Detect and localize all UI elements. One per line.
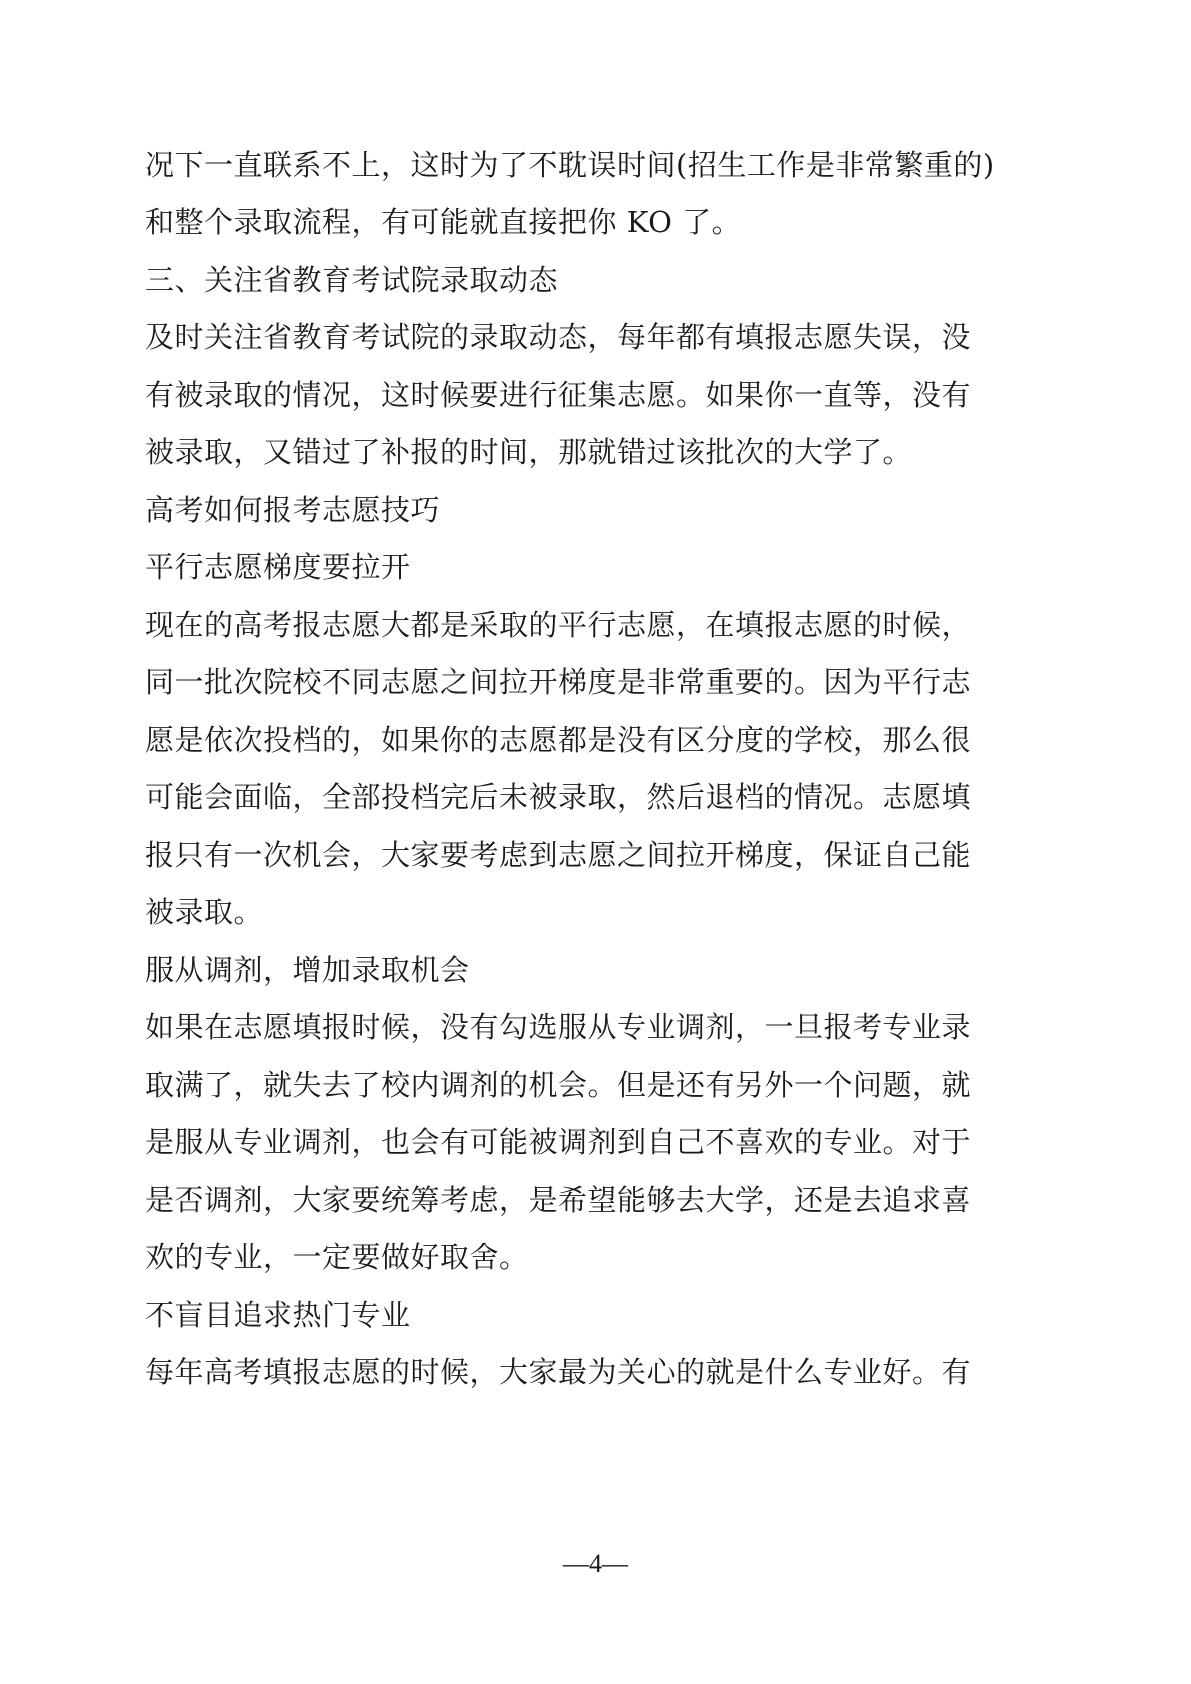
text-line: 和整个录取流程，有可能就直接把你 KO 了。 bbox=[145, 205, 742, 239]
text-line: 况下一直联系不上，这时为了不耽误时间(招生工作是非常繁重的) bbox=[145, 148, 995, 182]
text-line: 愿是依次投档的，如果你的志愿都是没有区分度的学校，那么很 bbox=[145, 723, 972, 757]
text-line: 取满了，就失去了校内调剂的机会。但是还有另外一个问题，就 bbox=[145, 1068, 972, 1102]
text-line: 是服从专业调剂，也会有可能被调剂到自己不喜欢的专业。对于 bbox=[145, 1125, 972, 1159]
text-line: 被录取，又错过了补报的时间，那就错过该批次的大学了。 bbox=[145, 435, 913, 469]
subsection-heading: 平行志愿梯度要拉开 bbox=[145, 550, 411, 584]
text-line: 欢的专业，一定要做好取舍。 bbox=[145, 1240, 529, 1274]
text-line: 现在的高考报志愿大都是采取的平行志愿，在填报志愿的时候， bbox=[145, 608, 972, 642]
text-line: 如果在志愿填报时候，没有勾选服从专业调剂，一旦报考专业录 bbox=[145, 1010, 972, 1044]
text-line: 有被录取的情况，这时候要进行征集志愿。如果你一直等，没有 bbox=[145, 378, 972, 412]
subsection-heading: 服从调剂，增加录取机会 bbox=[145, 953, 470, 987]
text-line: 可能会面临，全部投档完后未被录取，然后退档的情况。志愿填 bbox=[145, 780, 972, 814]
section-heading: 三、关注省教育考试院录取动态 bbox=[145, 263, 559, 297]
text-line: 每年高考填报志愿的时候，大家最为关心的就是什么专业好。有 bbox=[145, 1355, 972, 1389]
text-line: 报只有一次机会，大家要考虑到志愿之间拉开梯度，保证自己能 bbox=[145, 838, 972, 872]
text-line: 同一批次院校不同志愿之间拉开梯度是非常重要的。因为平行志 bbox=[145, 665, 972, 699]
section-heading: 高考如何报考志愿技巧 bbox=[145, 493, 441, 527]
page-number: —4— bbox=[563, 1549, 628, 1578]
text-line: 及时关注省教育考试院的录取动态，每年都有填报志愿失误，没 bbox=[145, 320, 972, 354]
text-line: 被录取。 bbox=[145, 895, 264, 929]
subsection-heading: 不盲目追求热门专业 bbox=[145, 1298, 411, 1332]
text-line: 是否调剂，大家要统筹考虑，是希望能够去大学，还是去追求喜 bbox=[145, 1183, 972, 1217]
